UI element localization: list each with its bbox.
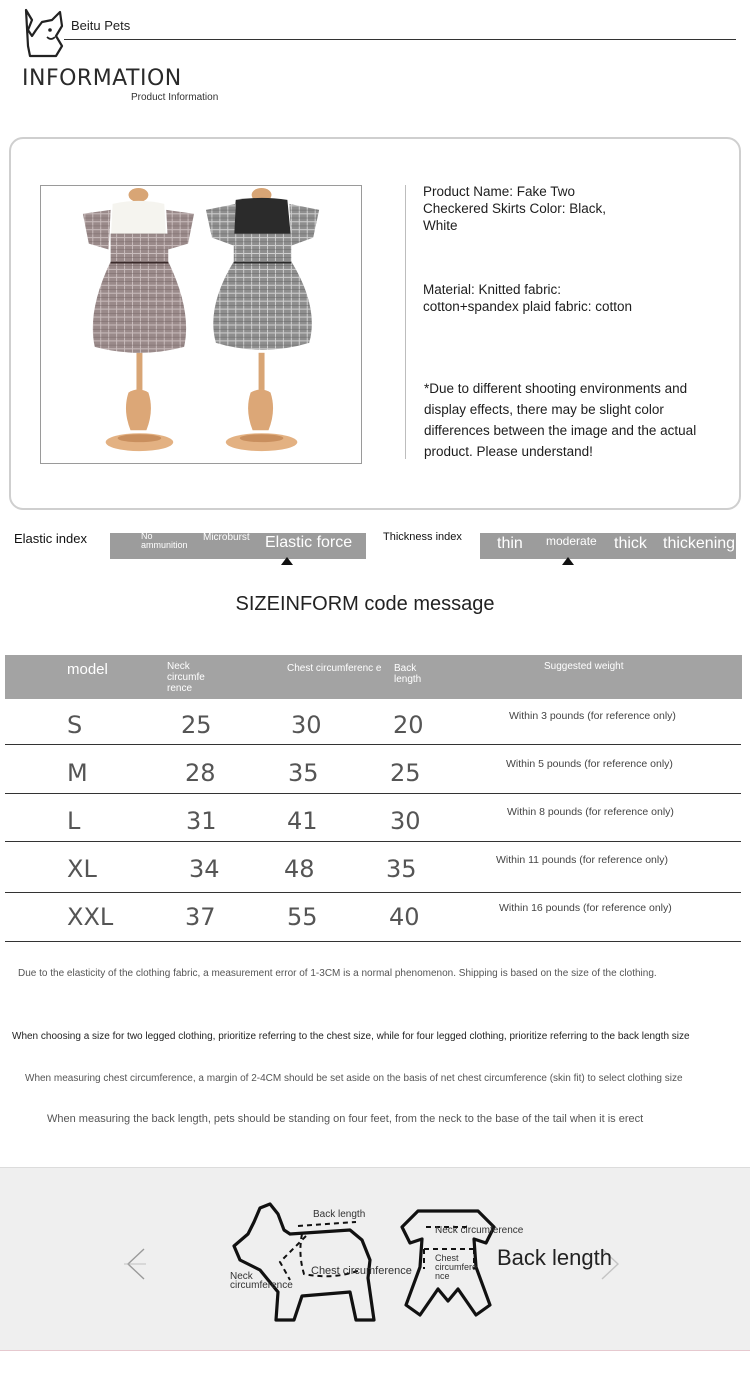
product-name: Product Name: Fake Two Checkered Skirts Color: Black, White xyxy=(423,184,607,233)
row-l-neck: 31 xyxy=(186,807,217,835)
row-xl-neck: 34 xyxy=(189,855,220,883)
card-divider xyxy=(405,185,406,459)
diagram-label-back-length: Back length xyxy=(313,1209,366,1220)
row-m-model: M xyxy=(67,759,88,787)
header-model: model xyxy=(67,661,108,678)
color-disclaimer: *Due to different shooting environments and display effects, there may be slight color differences between the image and the actual product. Please understand! xyxy=(424,381,697,459)
diagram-label-neck: Neck circumference xyxy=(230,1271,293,1291)
row-s-back: 20 xyxy=(393,711,424,739)
brand-name: Beitu Pets xyxy=(71,18,131,33)
header-weight: Suggested weight xyxy=(544,661,624,672)
right-dress xyxy=(206,188,319,451)
diagram-label-chest-right: Chest circumfere nce xyxy=(435,1253,478,1281)
header-divider xyxy=(64,39,736,40)
row-xxl-weight: Within 16 pounds (for reference only) xyxy=(499,902,672,914)
thickness-option-moderate: moderate xyxy=(546,534,597,548)
diagram-label-chest: Chest circumference xyxy=(311,1265,412,1277)
elastic-pointer-icon xyxy=(281,557,293,565)
row-xl-back: 35 xyxy=(386,855,417,883)
page-subtitle: Product Information xyxy=(131,92,219,103)
elastic-option-none: No ammunition xyxy=(141,531,188,550)
thickness-option-thick: thick xyxy=(614,535,647,552)
row-s-neck: 25 xyxy=(181,711,212,739)
elastic-option-microburst: Microburst xyxy=(203,532,250,543)
header-chest: Chest circumferenc e xyxy=(287,663,382,674)
size-section-title: SIZEINFORM code message xyxy=(235,593,495,615)
row-l-back: 30 xyxy=(390,807,421,835)
elastic-index-label: Elastic index xyxy=(14,531,87,546)
note-elasticity: Due to the elasticity of the clothing fabric, a measurement error of 1-3CM is a normal phenomenon. Shipping is based on the size of the clothing. xyxy=(18,968,657,979)
note-back-measure: When measuring the back length, pets should be standing on four feet, from the neck to the base of the tail when it is erect xyxy=(47,1113,644,1125)
row-s-chest: 30 xyxy=(291,711,322,739)
page-title: INFORMATION xyxy=(22,66,182,91)
table-row-divider xyxy=(5,793,741,794)
product-photo xyxy=(40,185,362,464)
prev-arrow-icon[interactable] xyxy=(120,1245,150,1283)
table-row-divider xyxy=(5,744,741,745)
diagram-bottom-line xyxy=(0,1350,750,1351)
diagram-label-neck-right: Neck circumference xyxy=(435,1225,524,1236)
row-l-weight: Within 8 pounds (for reference only) xyxy=(507,806,674,818)
row-l-model: L xyxy=(67,807,81,835)
table-bottom-line xyxy=(5,941,741,942)
table-row-divider xyxy=(5,841,741,842)
header-back: Back length xyxy=(394,663,422,685)
row-m-weight: Within 5 pounds (for reference only) xyxy=(506,758,673,770)
note-chest-measure: When measuring chest circumference, a margin of 2-4CM should be set aside on the basis of net chest circumference (skin fit) to select clothing size xyxy=(25,1073,683,1084)
row-xxl-neck: 37 xyxy=(185,903,216,931)
row-s-weight: Within 3 pounds (for reference only) xyxy=(509,710,676,722)
row-xxl-back: 40 xyxy=(389,903,420,931)
note-choosing-size: When choosing a size for two legged clothing, prioritize referring to the chest size, while for four legged clothing, prioritize referring to the back length size xyxy=(12,1031,690,1042)
thickness-option-thickening: thickening xyxy=(663,535,736,552)
product-material: Material: Knitted fabric: cotton+spandex plaid fabric: cotton xyxy=(423,282,633,314)
size-table-header xyxy=(5,655,742,699)
dog-logo-icon xyxy=(22,6,64,60)
row-m-chest: 35 xyxy=(288,759,319,787)
table-row-divider xyxy=(5,892,741,893)
row-m-neck: 28 xyxy=(185,759,216,787)
thickness-pointer-icon xyxy=(562,557,574,565)
thickness-option-thin: thin xyxy=(497,535,523,552)
row-xl-chest: 48 xyxy=(284,855,315,883)
elastic-option-elastic-force: Elastic force xyxy=(265,534,353,551)
row-m-back: 25 xyxy=(390,759,421,787)
row-s-model: S xyxy=(67,711,83,739)
row-xxl-model: XXL xyxy=(67,903,114,931)
row-l-chest: 41 xyxy=(287,807,318,835)
left-dress xyxy=(83,188,194,451)
diagram-label-back-length-large: Back length xyxy=(497,1245,612,1270)
row-xl-weight: Within 11 pounds (for reference only) xyxy=(496,854,668,866)
row-xl-model: XL xyxy=(67,855,97,883)
header-neck: Neck circumfe rence xyxy=(167,661,205,694)
row-xxl-chest: 55 xyxy=(287,903,318,931)
thickness-index-label: Thickness index xyxy=(383,531,462,543)
